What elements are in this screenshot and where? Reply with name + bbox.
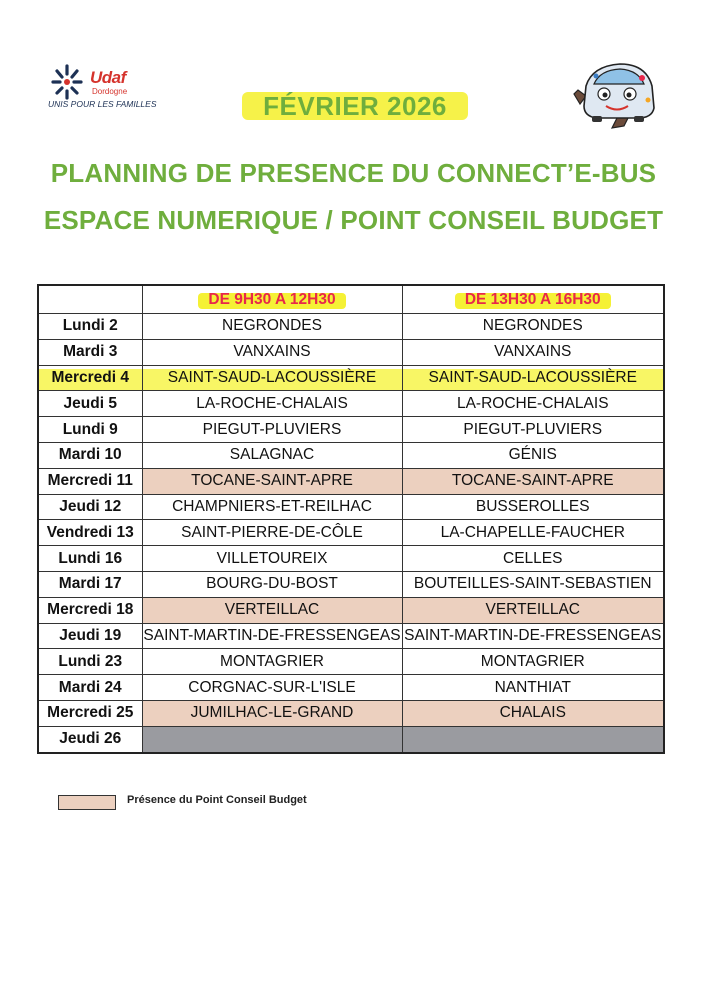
table-row	[38, 623, 664, 649]
legend-text: Présence du Point Conseil Budget	[127, 794, 307, 806]
table-row	[38, 417, 664, 443]
afternoon-location-cell: NEGRONDES	[402, 314, 664, 340]
afternoon-location-cell: PIEGUT-PLUVIERS	[402, 417, 664, 443]
morning-location-cell: CORGNAC-SUR-L'ISLE	[142, 675, 402, 701]
morning-location-cell: NEGRONDES	[142, 314, 402, 340]
day-cell: Lundi 2	[38, 314, 142, 340]
afternoon-location-cell	[402, 726, 664, 752]
header-afternoon: DE 13H30 A 16H30	[455, 291, 611, 309]
table-row	[38, 726, 664, 752]
header-morning-cell	[142, 285, 402, 314]
morning-location-cell: SAINT-SAUD-LACOUSSIÈRE	[142, 365, 402, 391]
morning-location-cell: VANXAINS	[142, 339, 402, 365]
morning-location-cell: TOCANE-SAINT-APRE	[142, 468, 402, 494]
day-cell: Lundi 16	[38, 546, 142, 572]
afternoon-location-cell: BUSSEROLLES	[402, 494, 664, 520]
day-cell: Jeudi 26	[38, 726, 142, 752]
afternoon-location-cell: CHALAIS	[402, 700, 664, 726]
table-row	[38, 314, 664, 340]
afternoon-location-cell: CELLES	[402, 546, 664, 572]
table-row	[38, 649, 664, 675]
day-cell: Mardi 3	[38, 339, 142, 365]
header-afternoon-cell	[402, 285, 664, 314]
morning-location-cell: VILLETOUREIX	[142, 546, 402, 572]
afternoon-location-cell: BOUTEILLES-SAINT-SEBASTIEN	[402, 571, 664, 597]
table-row	[38, 520, 664, 546]
morning-location-cell: SAINT-PIERRE-DE-CÔLE	[142, 520, 402, 546]
afternoon-location-cell: GÉNIS	[402, 442, 664, 468]
table-row	[38, 468, 664, 494]
day-cell: Lundi 23	[38, 649, 142, 675]
afternoon-location-cell: SAINT-MARTIN-DE-FRESSENGEAS	[402, 623, 664, 649]
afternoon-location-cell: VERTEILLAC	[402, 597, 664, 623]
logo-region: Dordogne	[92, 87, 128, 96]
afternoon-location-cell: NANTHIAT	[402, 675, 664, 701]
table-row	[38, 675, 664, 701]
table-row	[38, 597, 664, 623]
header-corner-cell	[38, 285, 142, 314]
afternoon-location-cell: SAINT-SAUD-LACOUSSIÈRE	[402, 365, 664, 391]
day-cell: Jeudi 5	[38, 391, 142, 417]
afternoon-location-cell: LA-ROCHE-CHALAIS	[402, 391, 664, 417]
afternoon-location-cell: LA-CHAPELLE-FAUCHER	[402, 520, 664, 546]
morning-location-cell: SALAGNAC	[142, 442, 402, 468]
table-row	[38, 494, 664, 520]
afternoon-location-cell: TOCANE-SAINT-APRE	[402, 468, 664, 494]
page-title: PLANNING DE PRESENCE DU CONNECT’E-BUS	[50, 158, 657, 188]
day-cell: Mercredi 11	[38, 468, 142, 494]
day-cell: Mardi 10	[38, 442, 142, 468]
table-row	[38, 365, 664, 391]
morning-location-cell: MONTAGRIER	[142, 649, 402, 675]
udaf-logo	[48, 62, 158, 112]
connect-e-bus-icon	[572, 56, 662, 132]
day-cell: Vendredi 13	[38, 520, 142, 546]
month-heading	[242, 88, 468, 124]
month-title: FÉVRIER 2026	[263, 91, 447, 121]
morning-location-cell: BOURG-DU-BOST	[142, 571, 402, 597]
table-row	[38, 571, 664, 597]
table-header-row	[38, 285, 664, 314]
morning-location-cell	[142, 726, 402, 752]
morning-location-cell: JUMILHAC-LE-GRAND	[142, 700, 402, 726]
afternoon-location-cell: VANXAINS	[402, 339, 664, 365]
morning-location-cell: CHAMPNIERS-ET-REILHAC	[142, 494, 402, 520]
table-row	[38, 700, 664, 726]
planning-table	[37, 284, 665, 754]
legend-swatch	[58, 795, 116, 810]
table-row	[38, 391, 664, 417]
day-cell: Jeudi 12	[38, 494, 142, 520]
day-cell: Jeudi 19	[38, 623, 142, 649]
table-row	[38, 546, 664, 572]
day-cell: Mercredi 18	[38, 597, 142, 623]
logo-tagline: UNIS POUR LES FAMILLES	[48, 99, 157, 109]
day-cell: Mardi 17	[38, 571, 142, 597]
day-cell: Mercredi 25	[38, 700, 142, 726]
header-morning: DE 9H30 A 12H30	[198, 291, 345, 309]
afternoon-location-cell: MONTAGRIER	[402, 649, 664, 675]
morning-location-cell: VERTEILLAC	[142, 597, 402, 623]
morning-location-cell: LA-ROCHE-CHALAIS	[142, 391, 402, 417]
day-cell: Mercredi 4	[38, 365, 142, 391]
table-row	[38, 442, 664, 468]
day-cell: Mardi 24	[38, 675, 142, 701]
logo-name: Udaf	[90, 68, 126, 87]
morning-location-cell: PIEGUT-PLUVIERS	[142, 417, 402, 443]
page-subtitle: ESPACE NUMERIQUE / POINT CONSEIL BUDGET	[43, 205, 664, 235]
morning-location-cell: SAINT-MARTIN-DE-FRESSENGEAS	[142, 623, 402, 649]
table-row	[38, 339, 664, 365]
day-cell: Lundi 9	[38, 417, 142, 443]
udaf-logo-icon	[48, 62, 86, 102]
